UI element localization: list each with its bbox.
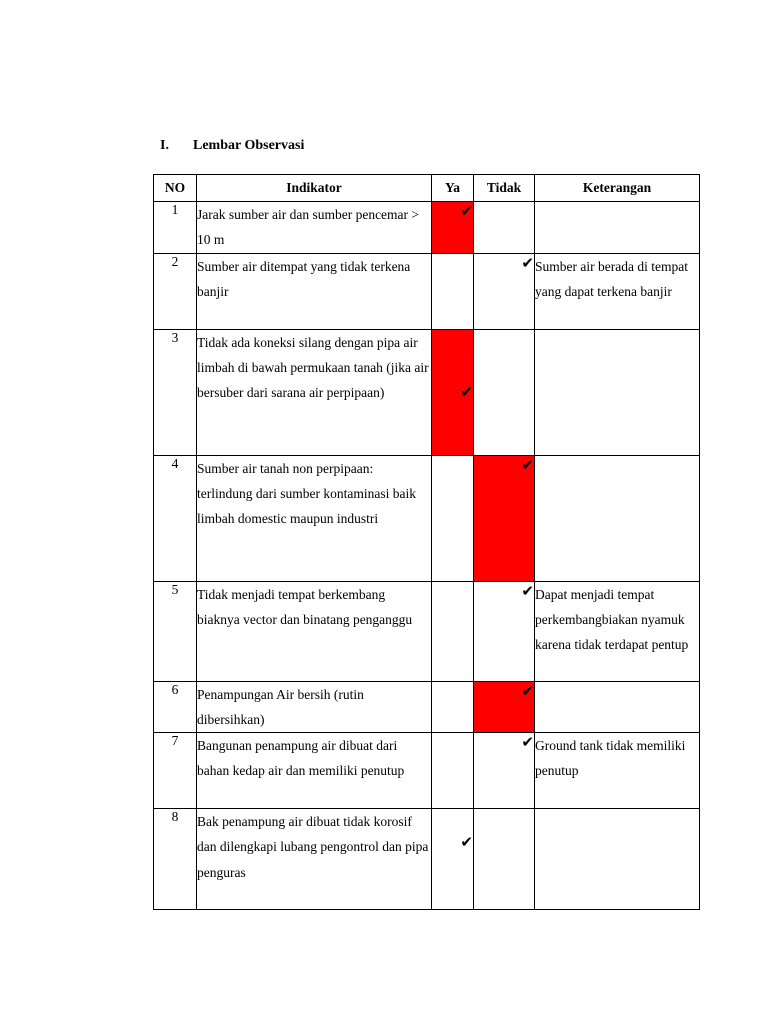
indikator-cell: Jarak sumber air dan sumber pencemar > 10 m bbox=[197, 202, 432, 254]
keterangan-cell: Sumber air berada di tempat yang dapat terkena banjir bbox=[535, 253, 700, 329]
ya-cell bbox=[432, 809, 474, 910]
indikator-cell: Sumber air ditempat yang tidak terkena banjir bbox=[197, 253, 432, 329]
ya-cell bbox=[432, 733, 474, 809]
header-tidak: Tidak bbox=[474, 175, 535, 202]
keterangan-cell bbox=[535, 809, 700, 910]
header-keterangan: Keterangan bbox=[535, 175, 700, 202]
table-row bbox=[154, 681, 700, 733]
ya-cell bbox=[432, 455, 474, 581]
row-number: 5 bbox=[154, 581, 197, 681]
header-indikator: Indikator bbox=[197, 175, 432, 202]
keterangan-cell: Dapat menjadi tempat perkembangbiakan nyamuk karena tidak terdapat pentup bbox=[535, 581, 700, 681]
table-row bbox=[154, 202, 700, 254]
keterangan-cell bbox=[535, 329, 700, 455]
tidak-cell bbox=[474, 329, 535, 455]
check-icon: ✔ bbox=[521, 581, 534, 600]
keterangan-cell: Ground tank tidak memiliki penutup bbox=[535, 733, 700, 809]
ya-cell bbox=[432, 202, 474, 254]
indikator-cell: Sumber air tanah non perpipaan: terlindung dari sumber kontaminasi baik limbah domestic maupun industri bbox=[197, 455, 432, 581]
tidak-cell bbox=[474, 455, 535, 581]
ya-cell bbox=[432, 581, 474, 681]
ya-cell bbox=[432, 681, 474, 733]
tidak-cell bbox=[474, 809, 535, 910]
row-number: 8 bbox=[154, 809, 197, 910]
tidak-cell bbox=[474, 253, 535, 329]
check-icon: ✔ bbox=[521, 681, 534, 700]
indikator-cell: Tidak menjadi tempat berkembang biaknya vector dan binatang penganggu bbox=[197, 581, 432, 681]
header-no: NO bbox=[154, 175, 197, 202]
keterangan-cell bbox=[535, 202, 700, 254]
indikator-cell: Penampungan Air bersih (rutin dibersihkan) bbox=[197, 681, 432, 733]
section-title: Lembar Observasi bbox=[193, 138, 305, 153]
tidak-cell bbox=[474, 202, 535, 254]
row-number: 7 bbox=[154, 733, 197, 809]
ya-cell bbox=[432, 329, 474, 455]
row-number: 4 bbox=[154, 455, 197, 581]
section-heading bbox=[160, 138, 304, 154]
keterangan-cell bbox=[535, 455, 700, 581]
table-header-row bbox=[154, 175, 700, 202]
ya-cell bbox=[432, 253, 474, 329]
table-row bbox=[154, 809, 700, 910]
section-number: I. bbox=[160, 138, 169, 153]
check-icon: ✔ bbox=[521, 733, 534, 752]
row-number: 2 bbox=[154, 253, 197, 329]
check-icon: ✔ bbox=[521, 253, 534, 272]
observation-table bbox=[153, 174, 700, 910]
row-number: 6 bbox=[154, 681, 197, 733]
table-row bbox=[154, 253, 700, 329]
check-icon: ✔ bbox=[460, 382, 473, 401]
indikator-cell: Tidak ada koneksi silang dengan pipa air limbah di bawah permukaan tanah (jika air bersuber dari sarana air perpipaan) bbox=[197, 329, 432, 455]
keterangan-cell bbox=[535, 681, 700, 733]
header-ya: Ya bbox=[432, 175, 474, 202]
check-icon: ✔ bbox=[460, 833, 473, 852]
table-row bbox=[154, 455, 700, 581]
tidak-cell bbox=[474, 681, 535, 733]
tidak-cell bbox=[474, 581, 535, 681]
table-row bbox=[154, 329, 700, 455]
indikator-cell: Bangunan penampung air dibuat dari bahan kedap air dan memiliki penutup bbox=[197, 733, 432, 809]
tidak-cell bbox=[474, 733, 535, 809]
check-icon: ✔ bbox=[460, 202, 473, 220]
table-row bbox=[154, 733, 700, 809]
indikator-cell: Bak penampung air dibuat tidak korosif dan dilengkapi lubang pengontrol dan pipa penguras bbox=[197, 809, 432, 910]
row-number: 3 bbox=[154, 329, 197, 455]
row-number: 1 bbox=[154, 202, 197, 254]
check-icon: ✔ bbox=[521, 455, 534, 474]
table-row bbox=[154, 581, 700, 681]
